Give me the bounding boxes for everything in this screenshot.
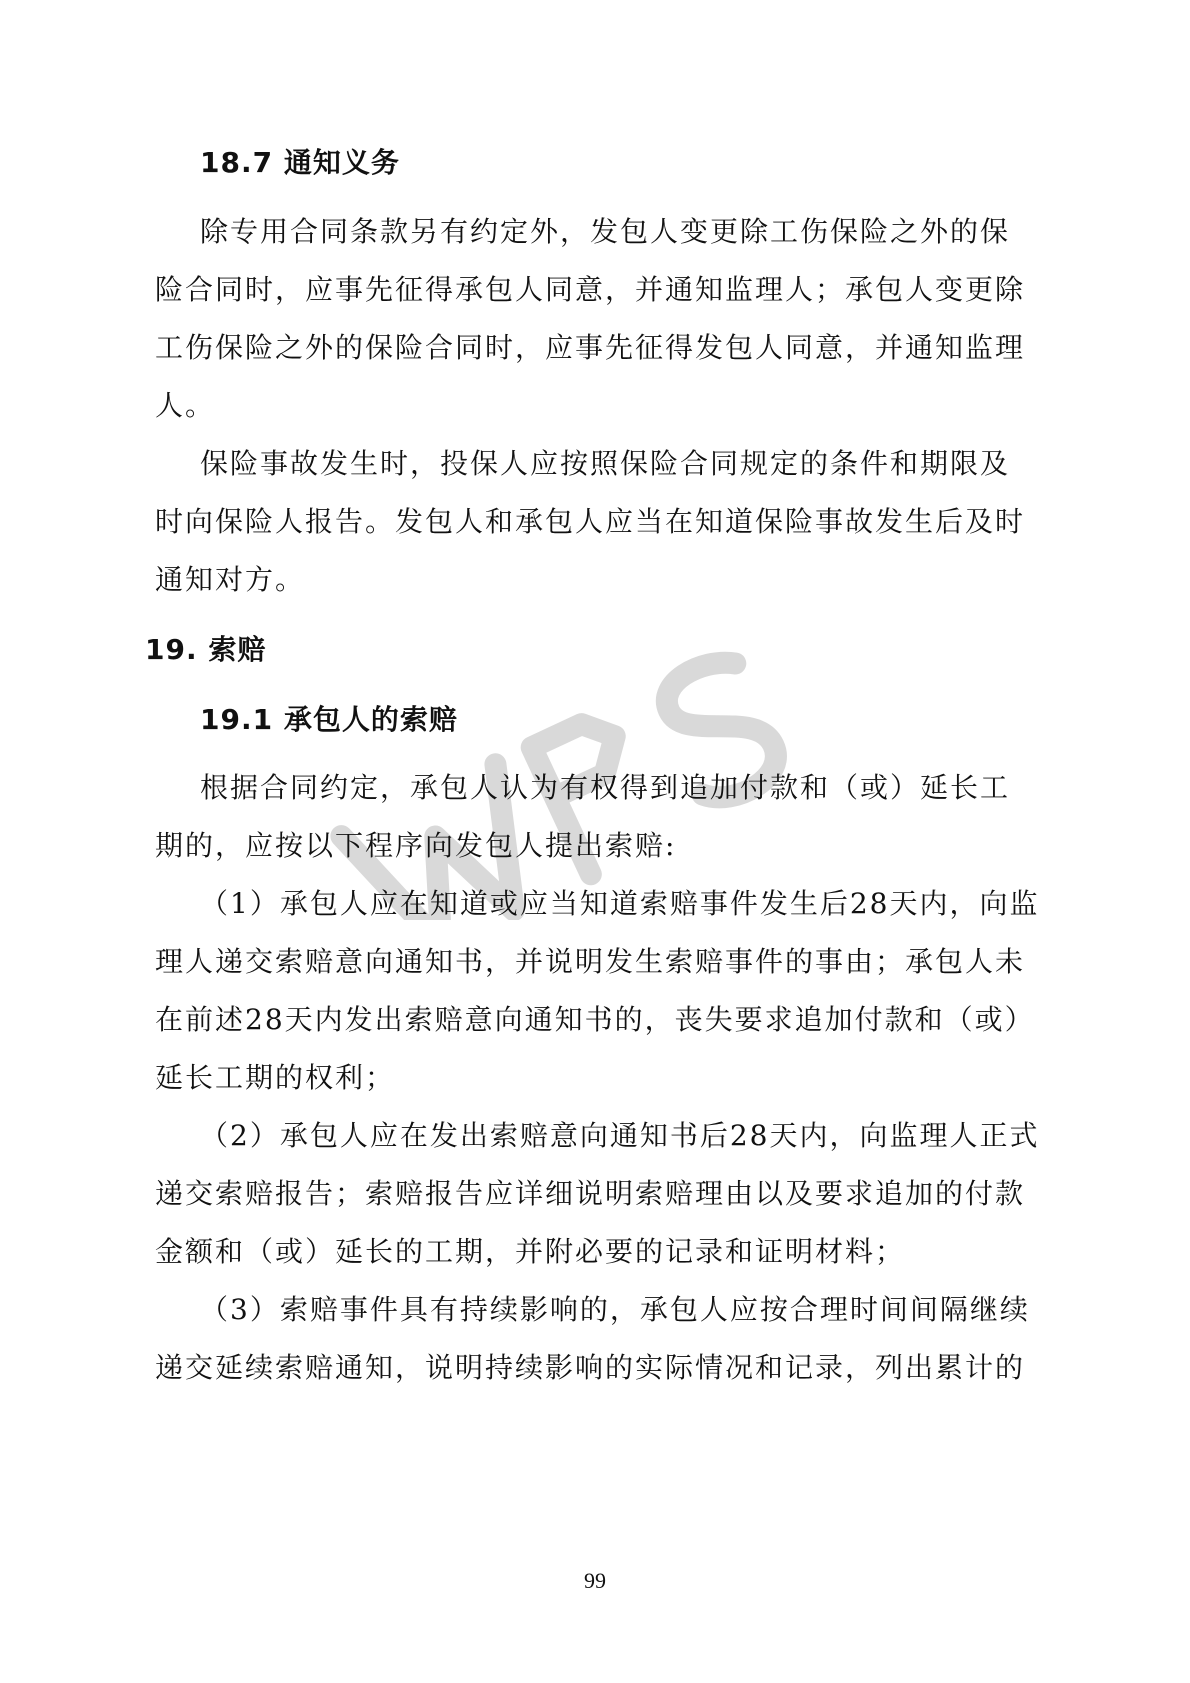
list-item-line: 金额和（或）延长的工期，并附必要的记录和证明材料； (155, 1235, 906, 1268)
list-item-line: （1）承包人应在知道或应当知道索赔事件发生后28天内，向监 (200, 887, 1040, 920)
section-heading-19-1: 19.1 承包人的索赔 (200, 703, 458, 736)
paragraph-line: 通知对方。 (155, 563, 306, 596)
paragraph-line: 根据合同约定，承包人认为有权得到追加付款和（或）延长工 (200, 771, 1011, 804)
section-heading-19: 19. 索赔 (145, 633, 267, 666)
list-item-line: 在前述28天内发出索赔意向通知书的，丧失要求追加付款和（或） (155, 1003, 1035, 1036)
paragraph-line: 人。 (155, 389, 216, 422)
paragraph-line: 保险事故发生时，投保人应按照保险合同规定的条件和期限及 (200, 447, 1011, 480)
page-number: 99 (584, 1568, 606, 1593)
paragraph-line: 工伤保险之外的保险合同时，应事先征得发包人同意，并通知监理 (155, 331, 1026, 364)
list-item-line: 递交延续索赔通知，说明持续影响的实际情况和记录，列出累计的 (155, 1351, 1026, 1384)
section-heading-18-7: 18.7 通知义务 (200, 146, 400, 179)
paragraph-line: 除专用合同条款另有约定外，发包人变更除工伤保险之外的保 (200, 215, 1011, 248)
list-item-line: （2）承包人应在发出索赔意向通知书后28天内，向监理人正式 (200, 1119, 1040, 1152)
list-item-line: 递交索赔报告；索赔报告应详细说明索赔理由以及要求追加的付款 (155, 1177, 1026, 1210)
list-item-line: 理人递交索赔意向通知书，并说明发生索赔事件的事由；承包人未 (155, 945, 1026, 978)
paragraph-line: 时向保险人报告。发包人和承包人应当在知道保险事故发生后及时 (155, 505, 1026, 538)
paragraph-line: 期的，应按以下程序向发包人提出索赔: (155, 829, 677, 862)
paragraph-line: 险合同时，应事先征得承包人同意，并通知监理人；承包人变更除 (155, 273, 1026, 306)
list-item-line: 延长工期的权利； (155, 1061, 396, 1094)
list-item-line: （3）索赔事件具有持续影响的，承包人应按合理时间间隔继续 (200, 1293, 1030, 1326)
